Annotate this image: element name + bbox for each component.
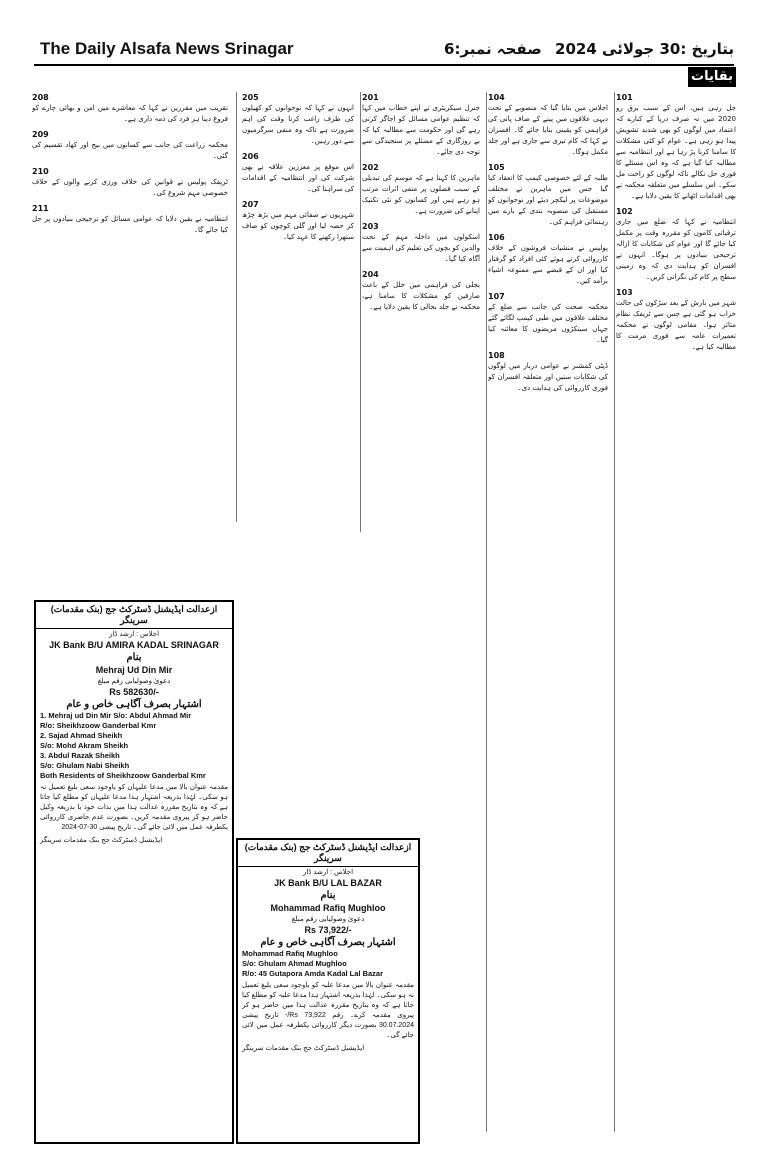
article-text: طلبہ کے لئے خصوصی کیمپ کا انعقاد کیا گیا جس میں ماہرین نے مختلف موضوعات پر لیکچر دیئے اور نوجوانوں کو مستقبل کی منصوبہ بندی کے بارے میں رہنمائی فراہم کی۔ — [488, 174, 608, 226]
article-text: بجلی کی فراہمی میں خلل کے باعث صارفین کو مشکلات کا سامنا ہے، محکمہ نے جلد بحالی کا یقین دلایا ہے۔ — [362, 281, 480, 311]
article-number: 106 — [488, 233, 505, 242]
article-number: 208 — [32, 93, 49, 102]
party-line: 1. Mehraj ud Din Mir S/o: Abdul Ahmad Mir — [40, 711, 192, 720]
ad-court-title: ازعدالت ایڈیشنل ڈسٹرکٹ جج (بنک مقدمات) سرینگر — [238, 840, 418, 867]
article-number: 205 — [242, 93, 259, 102]
article-number: 202 — [362, 163, 379, 172]
article-number: 204 — [362, 270, 379, 279]
ad-claim-amount: Rs 582630/- — [109, 687, 159, 697]
ad-body: مقدمہ عنوان بالا میں مدعا علیہ کو باوجود سعی بلیغ تعمیل نہ ہو سکی۔ لہٰذا بذریعہ اشتہار ہذا مدعا علیہ کو مطلع کیا جاتا ہے کہ وہ بتاریخ مقررہ عدالت ہذا میں حاضر ہو کر پیروی مقدمہ کرے۔ رقم Rs 73,922/- تاریخ پیشی 30.07.2024 بصورت دیگر کارروائی یکطرفہ عمل میں لائی جائے گی۔ — [242, 982, 414, 1039]
article-number: 102 — [616, 207, 633, 216]
news-column-4 — [242, 92, 354, 522]
ad-headline: اشتہار بصرف آگاہی خاص و عام — [260, 937, 396, 948]
article-number: 108 — [488, 351, 505, 360]
article-text: محکمہ صحت کی جانب سے ضلع کے مختلف علاقوں میں طبی کیمپ لگائے گئے جہاں سینکڑوں مریضوں کا معائنہ کیا گیا۔ — [488, 303, 608, 344]
article-number: 207 — [242, 200, 259, 209]
article-number: 103 — [616, 288, 633, 297]
article-text: انتظامیہ نے کہا کہ ضلع میں جاری ترقیاتی کاموں کو مقررہ وقت پر مکمل کیا جائے گا اور عوام کی شکایات کا ازالہ ترجیحی بنیادوں پر ہوگا۔ انہوں نے افسران کو ہدایت دی کہ وہ زمینی سطح پر کام کی نگرانی کریں۔ — [616, 218, 736, 281]
masthead-title: The Daily Alsafa News Srinagar — [40, 39, 294, 58]
party-line: S/o: Ghulam Ahmad Mughloo — [242, 959, 347, 968]
article-number: 104 — [488, 93, 505, 102]
article-number: 209 — [32, 130, 49, 139]
party-line: Both Residents of Sheikhzoow Ganderbal Kmr — [40, 771, 206, 780]
party-line: 3. Abdul Razak Sheikh — [40, 751, 120, 760]
issue-date: بتاریخ :30 جولائی 2024 — [555, 40, 734, 58]
article-number: 211 — [32, 204, 49, 213]
article-text: اسکولوں میں داخلہ مہم کے تحت والدین کو بچوں کی تعلیم کی اہمیت سے آگاہ کیا گیا۔ — [362, 233, 480, 263]
party-line: 2. Sajad Ahmad Sheikh — [40, 731, 123, 740]
news-column-5 — [32, 92, 228, 592]
article-number: 203 — [362, 222, 379, 231]
party-line: Mohammad Rafiq Mughloo — [242, 949, 338, 958]
article-text: ماہرین کا کہنا ہے کہ موسم کی تبدیلی کے سبب فصلوں پر منفی اثرات مرتب ہو رہے ہیں اور کسانوں کو نئی تکنیک اپنانے کی ضرورت ہے۔ — [362, 174, 480, 215]
ad-notice: اجلاس : ارشد ڈار — [108, 631, 160, 638]
ad-versus: بنام — [126, 652, 142, 663]
court-notice-ad-right — [236, 838, 420, 1144]
article-text: انتظامیہ نے یقین دلایا کہ عوامی مسائل کو ترجیحی بنیادوں پر حل کیا جائے گا۔ — [32, 215, 228, 234]
party-line: R/o: 45 Gutapora Amda Kadal Lal Bazar — [242, 969, 384, 978]
article-number: 206 — [242, 152, 259, 161]
article-number: 107 — [488, 292, 505, 301]
ad-claim-label: دعویٰ وصولیابی رقم مبلغ — [97, 678, 171, 685]
ad-bank-name: JK Bank B/U AMIRA KADAL SRINAGAR — [49, 640, 219, 650]
ad-headline: اشتہار بصرف آگاہی خاص و عام — [66, 699, 202, 710]
article-text: جنرل سیکریٹری نے اپنے خطاب میں کہا کہ تنظیم عوامی مسائل کو اجاگر کرتی رہے گی اور حکومت سے مطالبہ کیا کہ بے روزگاری کے مسئلے پر سنجیدگی سے توجہ دی جائے۔ — [362, 104, 480, 156]
ad-versus: بنام — [320, 890, 336, 901]
party-line: S/o: Mohd Akram Sheikh — [40, 741, 129, 750]
ad-bank-name: JK Bank B/U LAL BAZAR — [274, 878, 382, 888]
ad-body: مقدمہ عنوان بالا میں مدعا علیہان کو باوجود سعی بلیغ تعمیل نہ ہو سکی۔ لہٰذا بذریعہ اشتہار ہذا مدعا علیہان کو مطلع کیا جاتا ہے کہ وہ بتاریخ مقررہ عدالت ہذا میں بذات خود یا بذریعہ وکیل حاضر ہو کر پیروی مقدمہ کریں۔ بصورت عدم حاضری کارروائی یکطرفہ عمل میں لائی جائے گی۔ تاریخ پیشی 30-07-2024 — [40, 784, 228, 831]
article-text: محکمہ زراعت کی جانب سے کسانوں میں بیج اور کھاد تقسیم کی گئی۔ — [32, 141, 228, 160]
article-text: ٹریفک پولیس نے قوانین کی خلاف ورزی کرنے والوں کے خلاف خصوصی مہم شروع کی۔ — [32, 178, 228, 197]
article-text: شہریوں نے صفائی مہم میں بڑھ چڑھ کر حصہ لیا اور گلی کوچوں کو صاف ستھرا رکھنے کا عہد کیا۔ — [242, 211, 354, 241]
article-text: شہر میں بارش کے بعد سڑکوں کی حالت خراب ہو گئی ہے جس سے ٹریفک نظام متاثر ہوا۔ مقامی لوگوں نے محکمہ تعمیرات عامہ سے فوری مرمت کا مطالبہ کیا ہے۔ — [616, 299, 736, 351]
ad-defendant: Mehraj Ud Din Mir — [95, 665, 173, 675]
article-text: تقریب میں مقررین نے کہا کہ معاشرے میں امن و بھائی چارے کو فروغ دینا ہر فرد کی ذمہ داری ہے۔ — [32, 104, 228, 123]
article-text: اجلاس میں بتایا گیا کہ منصوبے کے تحت دیہی علاقوں میں پینے کے صاف پانی کی فراہمی کو یقینی بنایا جائے گا۔ افسران نے کہا کہ کام تیزی سے جاری ہے اور جلد مکمل ہوگا۔ — [488, 104, 608, 156]
article-number: 101 — [616, 93, 633, 102]
section-label: بقایات — [688, 67, 736, 87]
page-number: صفحہ نمبر:6 — [444, 40, 542, 58]
article-text: ڈپٹی کمشنر نے عوامی دربار میں لوگوں کی شکایات سنیں اور متعلقہ افسران کو فوری کارروائی کی ہدایت دی۔ — [488, 362, 608, 392]
article-number: 210 — [32, 167, 49, 176]
ad-claim-label: دعویٰ وصولیابی رقم مبلغ — [291, 916, 365, 923]
ad-court-title: ازعدالت ایڈیشنل ڈسٹرکٹ جج (بنک مقدمات) سرینگر — [36, 602, 232, 629]
article-number: 105 — [488, 163, 505, 172]
ad-party-list — [36, 711, 232, 781]
news-column-2 — [488, 92, 608, 1132]
ad-footer: ایڈیشنل ڈسٹرکٹ جج بنک مقدمات سرینگر — [40, 837, 163, 844]
ad-defendant: Mohammad Rafiq Mughloo — [270, 903, 386, 913]
party-line: S/o: Ghulam Nabi Sheikh — [40, 761, 130, 770]
article-number: 201 — [362, 93, 379, 102]
ad-footer: ایڈیشنل ڈسٹرکٹ جج بنک مقدمات سرینگر — [242, 1045, 365, 1052]
article-text: اس موقع پر معززین علاقہ نے بھی شرکت کی اور انتظامیہ کے اقدامات کی سراہنا کی۔ — [242, 163, 354, 193]
party-line: R/o: Sheikhzoow Ganderbal Kmr — [40, 721, 157, 730]
article-text: پولیس نے منشیات فروشوں کے خلاف کارروائی کرتے ہوئے کئی افراد کو گرفتار کیا اور ان کے قبضے سے ممنوعہ اشیاء برآمد کیں۔ — [488, 244, 608, 285]
ad-party-list — [238, 949, 418, 979]
ad-claim-amount: Rs 73,922/- — [304, 925, 352, 935]
article-text: جل رہی ہیں، اس کے سبب برق رو 2020 میں نہ صرف دریا کے کنارے کہ اعتماد میں لوگوں کو بھی شدید تشویش پیدا ہو رہی ہے۔ عوام کو کئی مشکلات کا سامنا کرنا پڑ رہا ہے اور انتظامیہ سے مطالبہ کیا گیا ہے کہ وہ اس مسئلے کا فوری حل نکالے تاکہ لوگوں کو راحت مل سکے۔ اس سلسلے میں متعلقہ محکمہ نے بھی اقدامات اٹھانے کا یقین دلایا ہے۔ — [616, 104, 736, 200]
page-header — [34, 34, 734, 66]
ad-notice: اجلاس : ارشد ڈار — [302, 869, 354, 876]
news-column-1 — [616, 92, 736, 1132]
court-notice-ad-left — [34, 600, 234, 1144]
article-text: انہوں نے کہا کہ نوجوانوں کو کھیلوں کی طرف راغب کرنا وقت کی اہم ضرورت ہے تاکہ وہ منفی سرگرمیوں سے دور رہیں۔ — [242, 104, 354, 145]
